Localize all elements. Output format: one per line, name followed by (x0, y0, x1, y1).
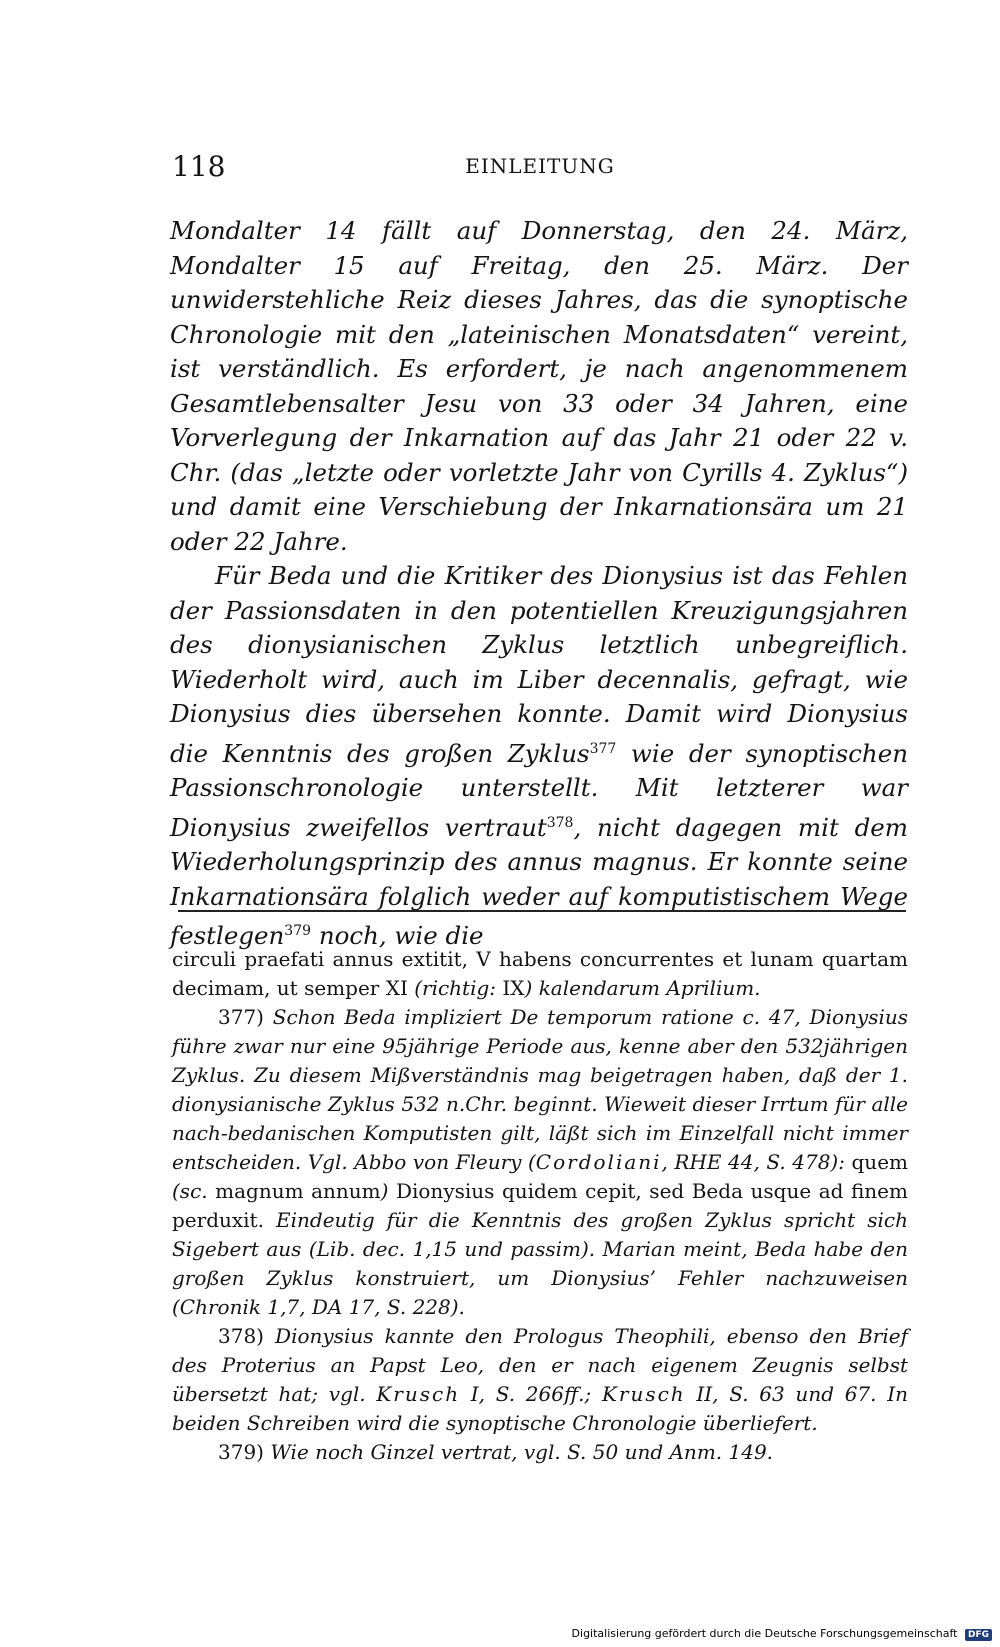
main-text (170, 214, 908, 954)
footnote-text: circuli praefati annus extitit, V habens concurrentes et lunam quartam decimam, ut semper XI (172, 947, 908, 1000)
footnote-377 (172, 1003, 908, 1322)
footnotes (172, 945, 908, 1467)
paragraph-text: Mondalter 14 fällt auf Donnerstag, den 24. März, Mondalter 15 auf Freitag, den 25. März. Der unwiderstehliche Reiz dieses Jahres, das die synoptische Chronologie mit den „lateinischen Monatsdaten“ vereint, ist verständlich. Es erfordert, je nach angenommenem Gesamtlebensalter Jesu von 33 oder 34 Jahren, eine Vorverlegung der Inkarnation auf das Jahr 21 oder 22 v. Chr. (das „letzte oder vorletzte Jahr von Cyrills 4. Zyklus“) und damit eine Verschiebung der Inkarnationsära um 21 oder 22 Jahre. (170, 216, 908, 556)
page-number: 118 (172, 150, 226, 183)
footnote-text: IX (496, 976, 525, 1000)
footnote-continuation (172, 945, 908, 1003)
footnote-379 (172, 1438, 908, 1467)
footnote-text: II, S. 63 und 67. In beiden Schreiben wird die synoptische Chronologie überliefert. (172, 1382, 908, 1435)
footnote-text: (sc. (172, 1179, 208, 1203)
footnote-text: (richtig: (414, 976, 497, 1000)
footnote-text: quem (844, 1150, 908, 1174)
footnote-separator (178, 910, 906, 912)
footnote-text: Wie noch Ginzel vertrat, vgl. S. 50 und Anm. 149. (263, 1440, 774, 1464)
footnote-text: ) kalendarum Aprilium. (524, 976, 761, 1000)
paragraph (170, 559, 908, 954)
digitization-credit (572, 1627, 992, 1641)
footnote-ref-377[interactable]: 377 (589, 740, 617, 757)
paragraph-text: noch, wie die (311, 921, 484, 951)
author-name: Cordoliani (535, 1150, 662, 1174)
credit-text: Digitalisierung gefördert durch die Deutsche Forschungsgemeinschaft (571, 1627, 958, 1640)
author-name: Krusch (601, 1382, 686, 1406)
paragraph-text: Für Beda und die Kritiker des Dionysius ist das Fehlen der Passionsdaten in den potentiellen Kreuzigungsjahren des dionysianischen Zyklus letztlich unbegreiflich. Wiederholt wird, auch im Liber decennalis, gefragt, wie Dionysius dies übersehen konnte. Damit wird Dionysius die Kenntnis des großen Zyklus (170, 561, 908, 768)
footnote-ref-379[interactable]: 379 (284, 923, 312, 940)
footnote-text: Eindeutig für die Kenntnis des großen Zyklus spricht sich Sigebert aus (Lib. dec. 1,15 und passim). Marian meint, Beda habe den großen Zyklus konstruiert, um Dionysius’ Fehler nachzuweisen (Chronik 1,7, DA 17, S. 228). (172, 1208, 908, 1319)
footnote-text: , RHE 44, S. 478): (661, 1150, 845, 1174)
footnote-text: Dionysius kannte den Prologus Theophili, ebenso den Brief des Proterius an Papst Leo, den er nach eigenem Zeugnis selbst übersetzt hat; vgl. (172, 1324, 908, 1406)
paragraph-text: , nicht dagegen mit dem Wiederholungsprinzip des annus magnus. Er konnte seine Inkarnationsära folglich weder auf komputistischem Wege festlegen (170, 812, 908, 951)
footnote-text: ) (380, 1179, 389, 1203)
footnote-text: Schon Beda impliziert De temporum ratione c. 47, Dionysius führe zwar nur eine 95jährige Periode aus, kenne aber den 532jährigen Zyklus. Zu diesem Mißverständnis mag beigetragen haben, daß der 1. dionysianische Zyklus 532 n.Chr. beginnt. Wieweit dieser Irrtum für alle nach-bedanischen Komputisten gilt, läßt sich im Einzelfall nicht immer entscheiden. Vgl. Abbo von Fleury ( (172, 1005, 908, 1174)
page-header (172, 150, 908, 190)
footnote-number: 377) (218, 1005, 264, 1029)
footnote-text: I, S. 266ff.; (460, 1382, 602, 1406)
dfg-logo: DFG (965, 1629, 992, 1641)
footnote-text: magnum annum (207, 1179, 381, 1203)
paragraph-text: wie der synoptischen Passionschronologie unterstellt. Mit letzterer war Dionysius zweifellos vertraut (170, 738, 908, 842)
footnote-number: 378) (218, 1324, 264, 1348)
paragraph (170, 214, 908, 559)
footnote-number: 379) (218, 1440, 264, 1464)
running-head: EINLEITUNG (465, 154, 615, 178)
author-name: Krusch (376, 1382, 461, 1406)
footnote-text: Dionysius quidem cepit, sed Beda usque ad finem perduxit. (172, 1179, 908, 1232)
footnote-ref-378[interactable]: 378 (546, 814, 574, 831)
footnote-378 (172, 1322, 908, 1438)
